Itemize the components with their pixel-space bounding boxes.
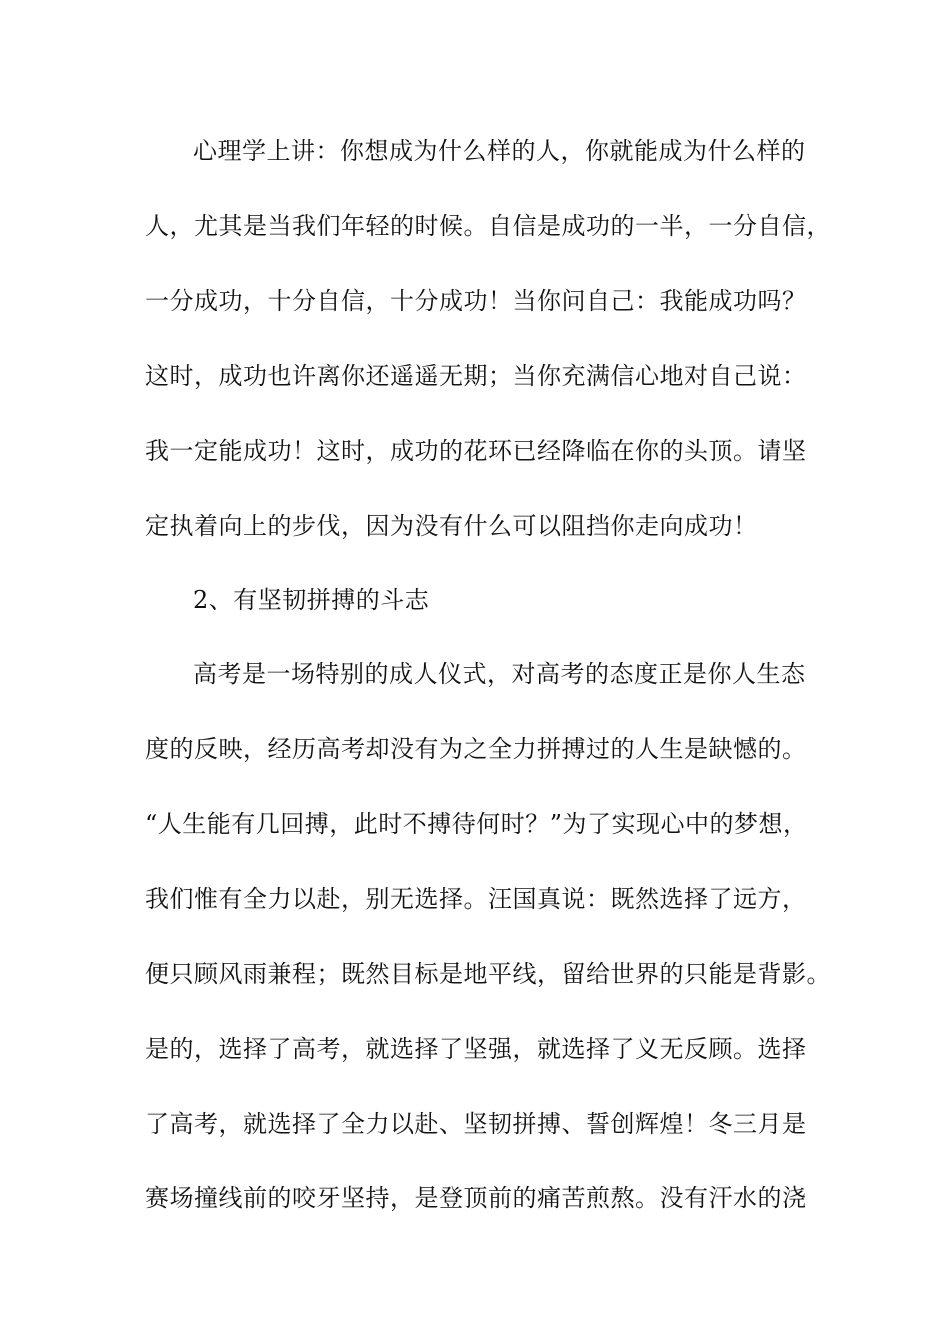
section-heading: 2、有坚韧拼搏的斗志 <box>193 586 430 614</box>
paragraph-line: 赛场撞线前的咬牙坚持，是登顶前的痛苦煎熬。没有汗水的浇 <box>145 1184 807 1212</box>
paragraph-line: 是的，选择了高考，就选择了坚强，就选择了义无反顾。选择 <box>145 1035 807 1063</box>
paragraph-line: 高考是一场特别的成人仪式，对高考的态度正是你人生态 <box>193 660 806 688</box>
paragraph-line: 我一定能成功！这时，成功的花环已经降临在你的头顶。请坚 <box>145 437 807 465</box>
paragraph-line: 人，尤其是当我们年轻的时候。自信是成功的一半，一分自信， <box>145 212 831 240</box>
paragraph-line: 这时，成功也许离你还遥遥无期；当你充满信心地对自己说： <box>145 362 807 390</box>
paragraph-line: 度的反映，经历高考却没有为之全力拼搏过的人生是缺憾的。 <box>145 735 807 763</box>
paragraph-line: 了高考，就选择了全力以赴、坚韧拼搏、誓创辉煌！冬三月是 <box>145 1110 807 1138</box>
paragraph-line: “人生能有几回搏，此时不搏待何时？”为了实现心中的梦想， <box>145 810 808 838</box>
paragraph-line: 定执着向上的步伐，因为没有什么可以阻挡你走向成功！ <box>145 512 758 540</box>
paragraph-line: 一分成功，十分自信，十分成功！当你问自己：我能成功吗？ <box>145 287 807 315</box>
paragraph-line: 我们惟有全力以赴，别无选择。汪国真说：既然选择了远方， <box>145 885 807 913</box>
paragraph-line: 便只顾风雨兼程；既然目标是地平线，留给世界的只能是背影。 <box>145 960 831 988</box>
paragraph-line: 心理学上讲：你想成为什么样的人，你就能成为什么样的 <box>193 137 806 165</box>
